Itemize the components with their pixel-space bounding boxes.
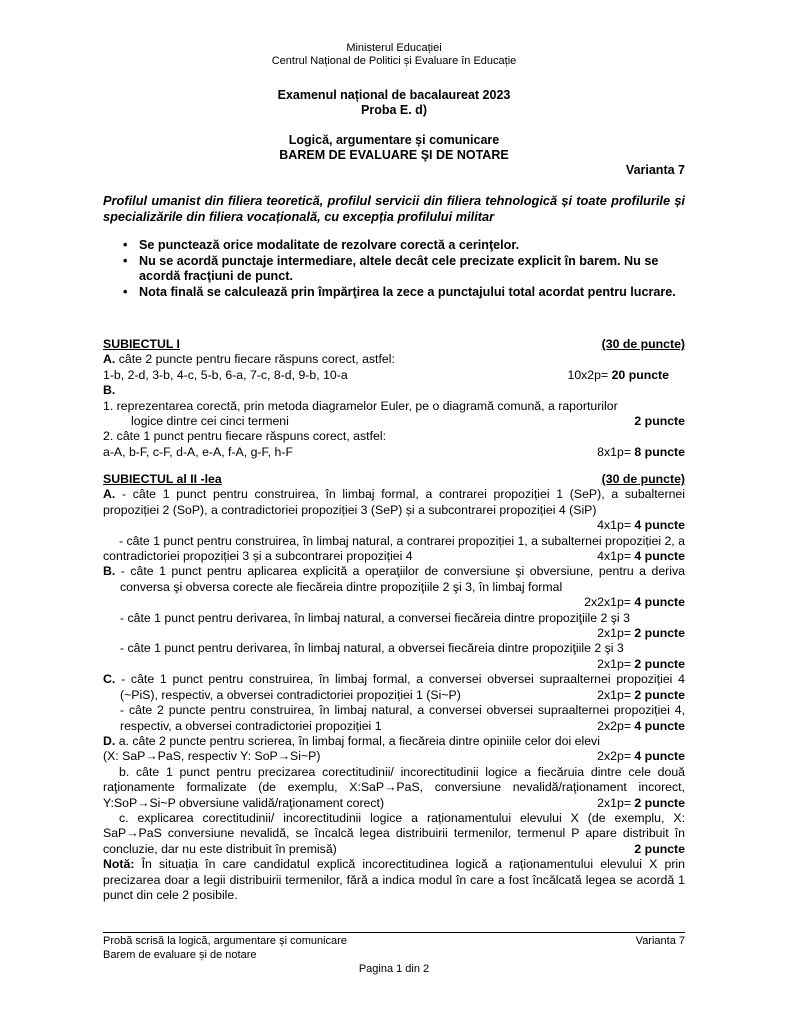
- s1-b1-cont: logice dintre cei cinci termeni 2 puncte: [131, 414, 685, 429]
- subject-2-heading: [103, 472, 685, 487]
- title-block: [103, 88, 685, 178]
- center-name: Centrul Național de Politici și Evaluare în Educație: [271, 55, 517, 67]
- s2-note: Notă: În situația în care candidatul explică incorectitudinea logică a raționamentului elevului X prin precizarea doar a legii distribuirii termenilor, fără a indica modul în care a fost încălcată legea se acordă 1 punct din cele 2 posibile.: [103, 857, 685, 902]
- rule-item: • Se punctează orice modalitate de rezolvare corectă a cerinţelor.: [123, 238, 520, 252]
- s2-d1-cont: (X: SaP→PaS, respectiv Y: SoP→Si~P) 2x2p= 4 puncte: [103, 749, 685, 764]
- s2-c1: C. - câte 1 punct pentru construirea, în limbaj formal, a conversei obversei supraalternei propoziției 4 (~PiS), respectiv, a obversei contradictoriei propoziției 1 (Si~P) 2x1p= 2 puncte: [103, 672, 685, 702]
- s2-a1-score: 4x1p= 4 puncte: [597, 518, 685, 533]
- profile-text: Profilul umanist din filiera teoretică, profilul servicii din filiera tehnologică și toate profilurile și specializările din filiera vocațională, cu excepția profilului militar: [103, 193, 685, 224]
- rule-item: • Nota finală se calculează prin împărţirea la zece a punctajului total acordat pentru lucrare.: [123, 284, 676, 299]
- s2-b2: - câte 1 punct pentru derivarea, în limbaj natural, a conversei fiecăreia dintre propoziţiile 2 şi 3: [120, 610, 630, 625]
- variant-label: Varianta 7: [625, 163, 685, 177]
- s1-a-answers: 1-b, 2-d, 3-b, 4-c, 5-b, 6-a, 7-c, 8-d, 9-b, 10-a 10x2p= 20 puncte: [103, 367, 669, 382]
- s2-b1: B. - câte 1 punct pentru aplicarea explicită a operaţiilor de conversiune şi obversiune, pentru a deriva conversa şi obversa corecte ale fiecăreia dintre propoziţiile 2 şi 3, în limbaj formal: [103, 564, 685, 594]
- s2-b3: - câte 1 punct pentru derivarea, în limbaj natural, a obversei fiecăreia dintre propoziţiile 2 şi 3: [120, 641, 624, 656]
- s2-b3-score: 2x1p= 2 puncte: [597, 656, 685, 671]
- s2-d2: b. câte 1 punct pentru precizarea corectitudinii/ incorectitudinii logice a fiecăruia dintre cele două raţionamente formalizate (de exemplu, X:SaP→PaS, conversiune nevalidă/raţionament incorect, Y:SoP→Si~P obversiune validă/raţionament corect) 2x1p= 2 puncte: [103, 764, 685, 810]
- s1-a-intro: A. câte 2 puncte pentru fiecare răspuns corect, astfel:: [103, 352, 395, 367]
- ministry-name: Ministerul Educației: [346, 42, 442, 54]
- subject-1-title: SUBIECTUL I: [103, 337, 180, 351]
- bullet-icon: •: [123, 284, 128, 299]
- subject-1: [103, 337, 685, 460]
- page-number: Pagina 1 din 2: [358, 963, 430, 975]
- subject-2: [103, 472, 685, 903]
- s2-a1: A. - câte 1 punct pentru construirea, în limbaj formal, a contrarei propoziției 1 (SeP), a subalternei propoziției 2 (SoP), a contradictoriei propoziției 3 (SeP) și a subcontrarei propoziției 4 (SiP): [103, 487, 685, 517]
- s2-d1: D. a. câte 2 puncte pentru scrierea, în limbaj formal, a fiecăreia dintre opiniile celor doi elevi: [103, 733, 600, 748]
- bullet-icon: •: [123, 238, 128, 252]
- s1-b-label: B.: [103, 383, 116, 398]
- s2-d3: c. explicarea corectitudinii/ incorectitudinii logice a raționamentului elevului X (de exemplu, X: SaP→PaS conversiune nevalidă, se încalcă legea distribuirii termenilor, termenul P apare distribuit în concluzie, dar nu este distribuit în premisă) 2 puncte: [103, 810, 685, 856]
- s1-b2-answers: a-A, b-F, c-F, d-A, e-A, f-A, g-F, h-F 8x1p= 8 puncte: [103, 444, 685, 459]
- s2-c2: - câte 2 puncte pentru construirea, în limbaj natural, a conversei obversei supraalternei propoziției 4, respectiv, a obversei contradictoriei propoziției 1 2x2p= 4 puncte: [120, 703, 685, 733]
- s1-b1: 1. reprezentarea corectă, prin metoda diagramelor Euler, pe o diagramă comună, a raporturilor: [103, 398, 618, 413]
- footer-barem: Barem de evaluare și de notare: [103, 948, 257, 961]
- rules-list: [120, 238, 685, 300]
- subject-1-heading: [103, 337, 685, 352]
- rule-item: • Nu se acordă punctaje intermediare, altele decât cele precizate explicit în barem. Nu se acordă fracţiuni de punct.: [123, 253, 659, 283]
- footer-exam: Probă scrisă la logică, argumentare și comunicare: [103, 935, 347, 947]
- exam-subject: Logică, argumentare și comunicare: [288, 133, 500, 147]
- bullet-icon: •: [123, 253, 128, 268]
- footer-variant: Varianta 7: [635, 935, 685, 947]
- s2-b2-score: 2x1p= 2 puncte: [597, 626, 685, 641]
- subject-2-points: (30 de puncte): [601, 472, 685, 486]
- s1-b2: 2. câte 1 punct pentru fiecare răspuns corect, astfel:: [103, 429, 386, 444]
- barem-title: BAREM DE EVALUARE ŞI DE NOTARE: [279, 148, 509, 162]
- exam-title: Examenul național de bacalaureat 2023: [277, 88, 511, 102]
- subject-2-title: SUBIECTUL al II -lea: [103, 472, 222, 486]
- page-header: [103, 42, 685, 68]
- s2-a2: - câte 1 punct pentru construirea, în limbaj natural, a contrarei propoziției 1, a subalternei propoziției 2, a contradictoriei propoziției 3 și a subcontrarei propoziției 4 4x1p= 4 puncte: [103, 533, 685, 564]
- page-footer: [103, 932, 685, 962]
- exam-proba: Proba E. d): [361, 103, 427, 117]
- subject-1-points: (30 de puncte): [601, 337, 685, 351]
- s2-b1-score: 2x2x1p= 4 puncte: [584, 595, 685, 610]
